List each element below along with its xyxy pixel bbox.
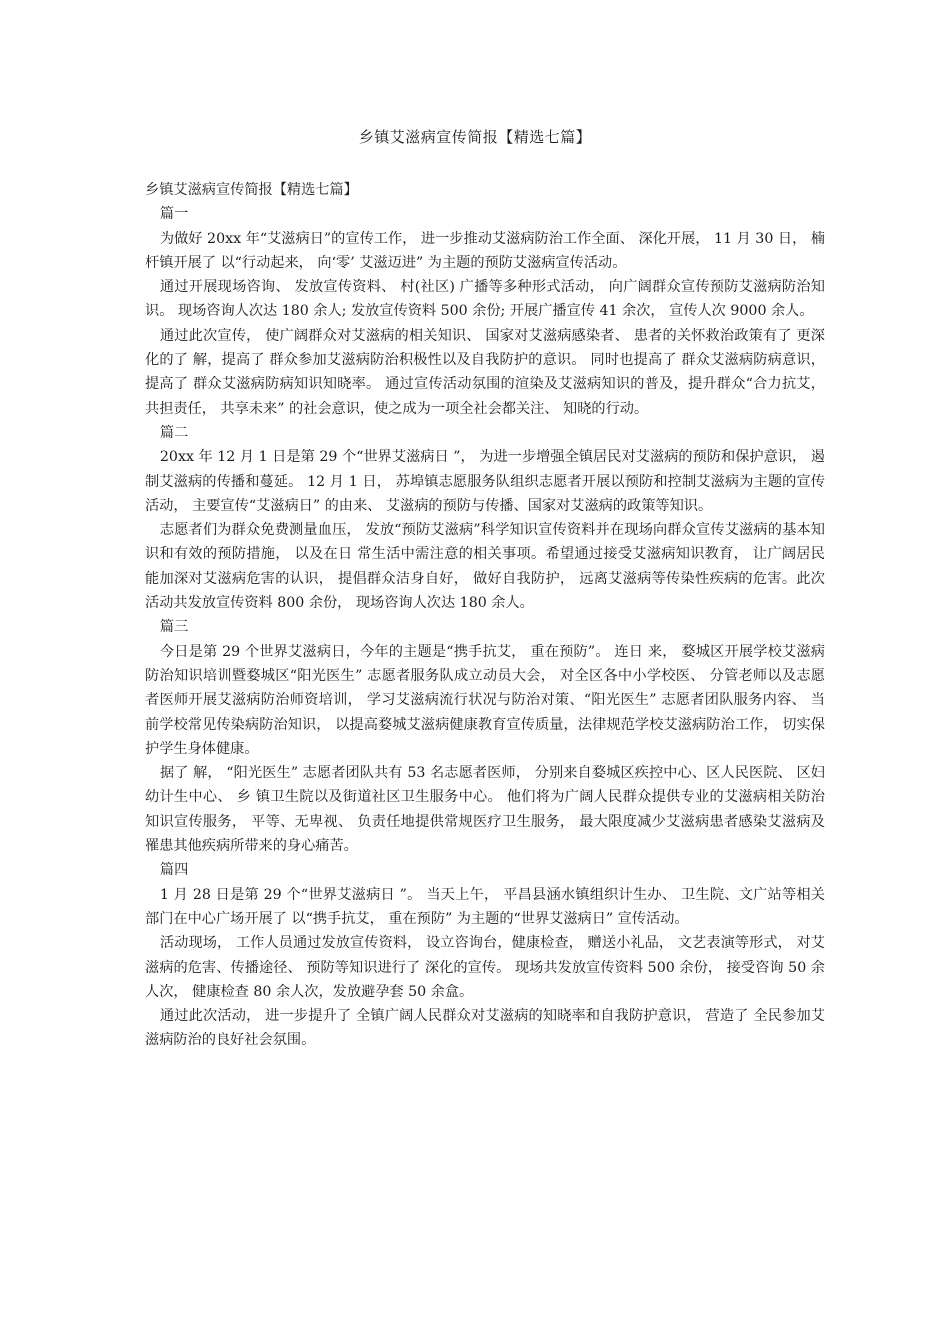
paragraph: 为做好 20xx 年“艾滋病日”的宣传工作， 进一步推动艾滋病防治工作全面、 深化开展， 11 月 30 日， 楠杆镇开展了 以“行动起来， 向‘零’ 艾滋迈进” 为主题的预防艾滋病宣传活动。 — [145, 230, 825, 271]
paragraph: 志愿者们为群众免费测量血压， 发放“预防艾滋病”科学知识宣传资料并在现场向群众宣传艾滋病的基本知识和有效的预防措施， 以及在日 常生活中需注意的相关事项。希望通过接受艾滋病知识教育， 让广阔居民能加深对艾滋病危害的认识， 提倡群众洁身自好， 做好自我防护， 远离艾滋病等传染性疾病的危害。此次活动共发放宣传资料 800 余份， 现场咨询人次达 180 余人。 — [145, 522, 825, 612]
document-body — [145, 178, 825, 1053]
section-label: 篇二 — [159, 424, 189, 441]
section-label: 篇一 — [159, 206, 189, 223]
section-label: 篇三 — [159, 619, 189, 636]
paragraph: 1 月 28 日是第 29 个“世界艾滋病日 ”。 当天上午， 平昌县涵水镇组织计生办、 卫生院、文广站等相关部门在中心广场开展了 以“携手抗艾， 重在预防” 为主题的“世界艾滋病日” 宣传活动。 — [145, 886, 825, 927]
section-label: 篇四 — [159, 862, 189, 879]
paragraph: 通过开展现场咨询、 发放宣传资料、 村(社区) 广播等多种形式活动， 向广阔群众宣传预防艾滋病防治知识。 现场咨询人次达 180 余人; 发放宣传资料 500 余份; 开展广播宣传 41 余次， 宣传人次 9000 余人。 — [145, 279, 825, 320]
document-heading: 乡镇艾滋病宣传简报【精选七篇】 — [145, 182, 358, 198]
paragraph: 20xx 年 12 月 1 日是第 29 个“世界艾滋病日 ”， 为进一步增强全镇居民对艾滋病的预防和保护意识， 遏制艾滋病的传播和蔓延。 12 月 1 日， 苏埠镇志愿服务队组织志愿者开展以预防和控制艾滋病为主题的宣传活动， 主要宣传“艾滋病日” 的由来、 艾滋病的预防与传播、国家对艾滋病的政策等知识。 — [145, 449, 825, 514]
page-title: 乡镇艾滋病宣传简报【精选七篇】 — [358, 128, 592, 146]
paragraph: 今日是第 29 个世界艾滋病日，今年的主题是“携手抗艾， 重在预防”。 连日 来， 婺城区开展学校艾滋病防治知识培训暨婺城区“阳光医生” 志愿者服务队成立动员大会， 对全区各中小学校医、 分管老师以及志愿者医师开展艾滋病防治师资培训， 学习艾滋病流行状况与防治对策、“阳光医生” 志愿者团队服务内容、 当前学校常见传染病防治知识， 以提高婺城艾滋病健康教育宣传质量，法律规范学校艾滋病防治工作， 切实保护学生身体健康。 — [145, 643, 825, 757]
paragraph: 据了 解， “阳光医生” 志愿者团队共有 53 名志愿者医师， 分别来自婺城区疾控中心、区人民医院、 区妇幼计生中心、 乡 镇卫生院以及街道社区卫生服务中心。 他们将为广阔人民群众提供专业的艾滋病相关防治知识宣传服务， 平等、无卑视、 负责任地提供常规医疗卫生服务， 最大限度减少艾滋病患者感染艾滋病及罹患其他疾病所带来的身心痛苦。 — [145, 765, 825, 855]
paragraph: 通过此次活动， 进一步提升了 全镇广阔人民群众对艾滋病的知晓率和自我防护意识， 营造了 全民参加艾滋病防治的良好社会氛围。 — [145, 1008, 825, 1049]
paragraph: 活动现场， 工作人员通过发放宣传资料， 设立咨询台，健康检查， 赠送小礼品， 文艺表演等形式， 对艾滋病的危害、传播途径、 预防等知识进行了 深化的宣传。 现场共发放宣传资料 500 余份， 接受咨询 50 余人次， 健康检查 80 余人次，发放避孕套 50 余盒。 — [145, 935, 825, 1000]
paragraph: 通过此次宣传， 使广阔群众对艾滋病的相关知识、 国家对艾滋病感染者、 患者的关怀救治政策有了 更深化的了 解，提高了 群众参加艾滋病防治积极性以及自我防护的意识。 同时也提高了 群众艾滋病防病意识， 提高了 群众艾滋病防病知识知晓率。 通过宣传活动氛围的渲染及艾滋病知识的普及，提升群众“合力抗艾， 共担责任， 共享未来” 的社会意识，使之成为一项全社会都关注、 知晓的行动。 — [145, 327, 825, 417]
